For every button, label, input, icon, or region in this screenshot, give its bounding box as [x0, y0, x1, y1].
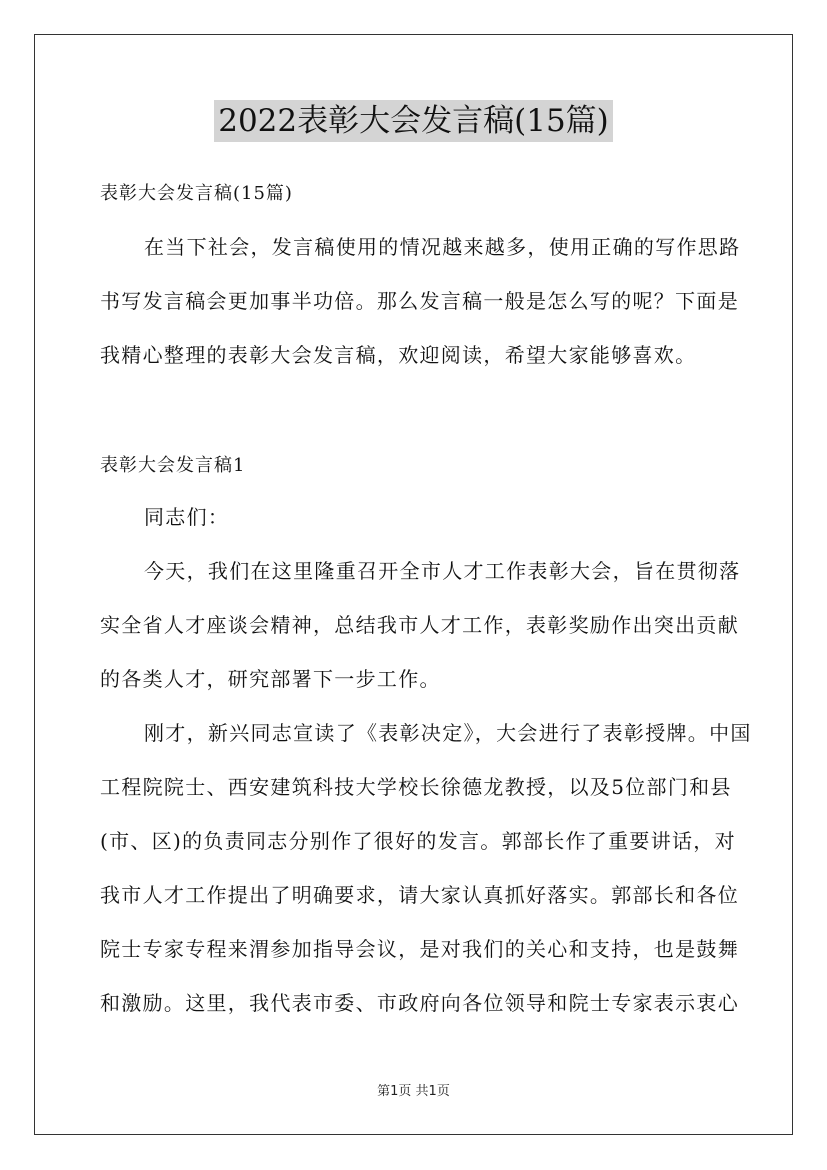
paragraph-line: 刚才，新兴同志宣读了《表彰决定》，大会进行了表彰授牌。中国: [144, 721, 752, 745]
title-container: [0, 100, 827, 142]
paragraph-line: 工程院院士、西安建筑科技大学校长徐德龙教授，以及5位部门和县: [100, 775, 732, 799]
paragraph-line: 院士专家专程来渭参加指导会议，是对我们的关心和支持，也是鼓舞: [100, 937, 739, 961]
paragraph-line: 今天，我们在这里隆重召开全市人才工作表彰大会，旨在贯彻落: [144, 559, 741, 583]
page-footer: 第1页 共1页: [377, 1084, 450, 1099]
intro-line: 我精心整理的表彰大会发言稿，欢迎阅读，希望大家能够喜欢。: [100, 343, 697, 367]
document-subtitle: 表彰大会发言稿(15篇): [100, 183, 293, 204]
section-heading: 表彰大会发言稿1: [100, 455, 246, 476]
greeting-line: 同志们：: [144, 505, 230, 529]
body-paragraph-2: [100, 706, 752, 1030]
paragraph-line: 的各类人才，研究部署下一步工作。: [100, 667, 441, 691]
paragraph-line: 和激励。这里，我代表市委、市政府向各位领导和院士专家表示衷心: [100, 991, 739, 1015]
document-title: 2022表彰大会发言稿(15篇): [214, 100, 613, 142]
paragraph-line: 我市人才工作提出了明确要求，请大家认真抓好落实。郭部长和各位: [100, 883, 739, 907]
intro-paragraph: [100, 220, 741, 382]
paragraph-line: (市、区)的负责同志分别作了很好的发言。郭部长作了重要讲话，对: [100, 829, 736, 853]
intro-line: 在当下社会，发言稿使用的情况越来越多，使用正确的写作思路: [144, 235, 741, 259]
intro-line: 书写发言稿会更加事半功倍。那么发言稿一般是怎么写的呢？下面是: [100, 289, 739, 313]
body-paragraph-1: [100, 544, 741, 706]
paragraph-line: 实全省人才座谈会精神，总结我市人才工作，表彰奖励作出突出贡献: [100, 613, 739, 637]
greeting-paragraph: [100, 490, 728, 544]
